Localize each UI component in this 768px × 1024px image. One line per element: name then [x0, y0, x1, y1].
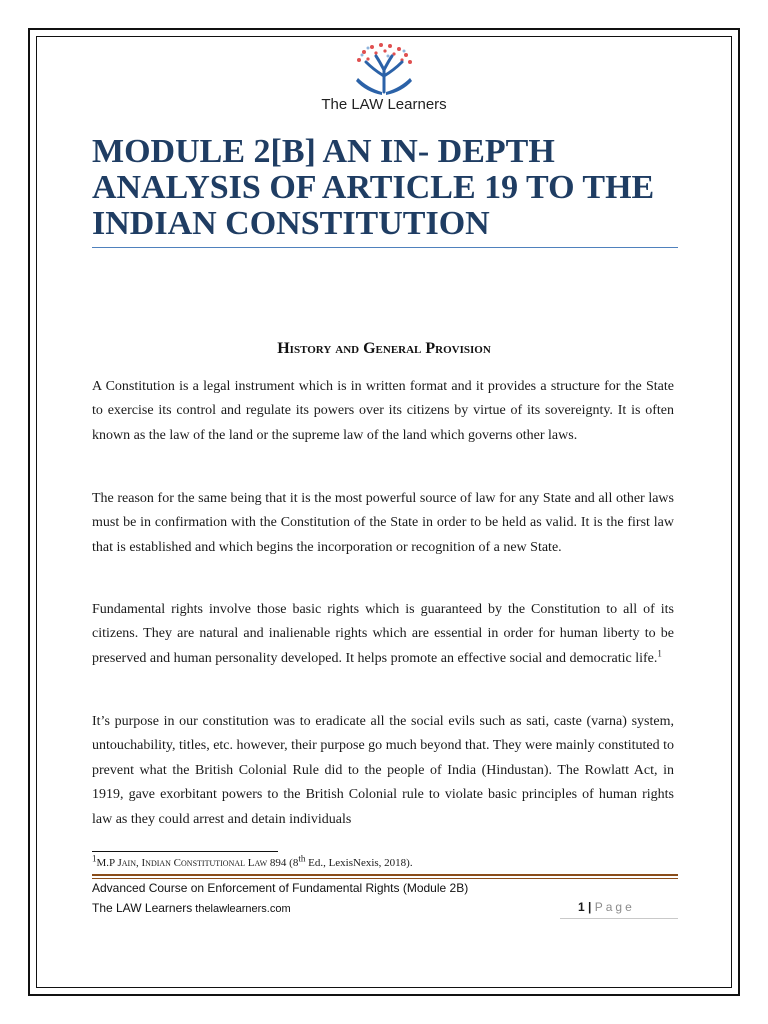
- page-number-underline: [560, 918, 678, 919]
- footnote: $^1$M.P Jain, Indian Constitutional Law 894 (8th Ed., LexisNexis, 2018).: [92, 853, 413, 869]
- footnote-edition-rest: Ed., LexisNexis, 2018).: [305, 857, 413, 869]
- footer-brand: [92, 901, 291, 915]
- section-heading: History and General Provision: [277, 340, 491, 357]
- footnote-edition: 8: [292, 857, 299, 869]
- footnote-book: Indian Constitutional Law: [141, 857, 268, 869]
- footnote-edition-suffix: th: [298, 853, 306, 864]
- page-number: [578, 900, 635, 914]
- footnote-divider: [92, 851, 278, 852]
- footer-brand-name: The LAW Learners: [92, 901, 193, 915]
- footnote-number: 1: [92, 853, 97, 864]
- brand-logo: [300, 42, 468, 120]
- page-number-separator: |: [588, 900, 592, 914]
- footer-divider-thick: [92, 874, 678, 876]
- page-number-value: 1: [578, 900, 585, 914]
- title-divider: [92, 247, 678, 248]
- paragraph-4: It’s purpose in our constitution was to eradicate all the social evils such as sati, caste (varna) system, untouchability, titles, etc. however, their purpose go much beyond that. They were mainly constituted to prevent what the British Colonial Rule did to the people of India (Hindustan). The Rowlatt Act, in 1919, gave exorbitant powers to the British Colonial rule to violate basic principles of human rights law as they could arrest and detain individuals: [92, 714, 674, 827]
- page-label: Page: [594, 900, 635, 914]
- footer-divider-thin: [92, 878, 678, 879]
- tree-hands-icon: [344, 42, 424, 96]
- page-title: MODULE 2[B] AN IN- DEPTH ANALYSIS OF ARTICLE 19 TO THE INDIAN CONSTITUTION: [92, 133, 655, 242]
- paragraph-3: [92, 598, 674, 671]
- paragraph-1: A Constitution is a legal instrument which is in written format and it provides a structure for the State to exercise its control and regulate its powers over its citizens by virtue of its sovereignty. It is often known as the law of the land or the supreme law of the land which governs other laws.: [92, 379, 674, 443]
- footnote-author: M.P Jain: [96, 857, 136, 869]
- paragraph-3-text: Fundamental rights involve those basic rights which is guaranteed by the Constitution to all of its citizens. They are natural and inalienable rights which are essential in order for human liberty to be preserved and human personality developed. It helps promote an effective social and democratic life.: [92, 602, 674, 666]
- footer-course-title: Advanced Course on Enforcement of Fundamental Rights (Module 2B): [92, 881, 469, 895]
- footer-site-link[interactable]: thelawlearners.com: [195, 903, 291, 915]
- footnote-reference[interactable]: 1: [657, 648, 662, 659]
- footnote-page: 894: [269, 857, 287, 869]
- brand-name: The LAW Learners: [321, 96, 447, 113]
- paragraph-2: The reason for the same being that it is the most powerful source of law for any State and all other laws must be in confirmation with the Constitution of the State in order to be held as valid. It is the first law that is established and which begins the incorporation or recognition of a new State.: [92, 491, 674, 555]
